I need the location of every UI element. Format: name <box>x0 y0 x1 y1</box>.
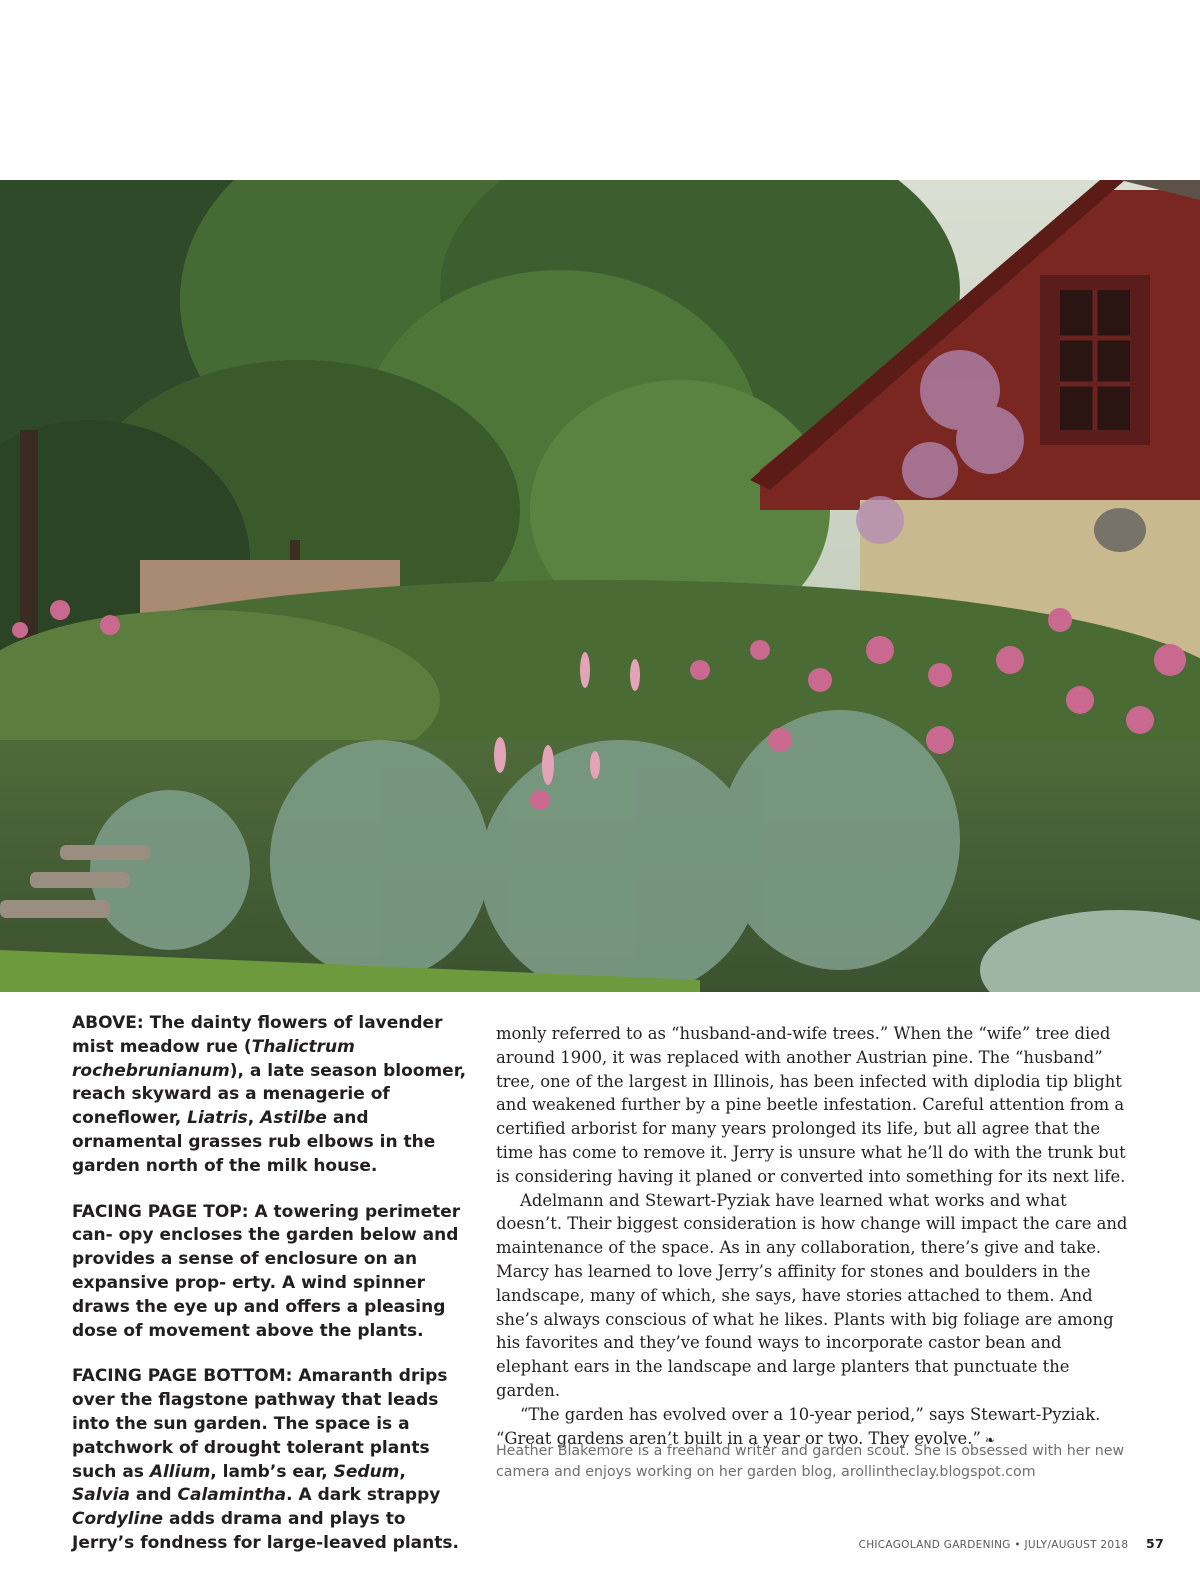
article-paragraph: monly referred to as “husband-and-wife trees.” When the “wife” tree died around 1900, it was replaced with another Austrian pine. The “husband” tree, one of the largest in Illinois, has been infected with diplodia tip blight and weakened further by a pine beetle infestation. Careful attention from a certified arborist for many years prolonged its life, but all agree that the time has come to remove it. Jerry is unsure what he’ll do with the trunk but is considering having it planed or converted into something for its next life. <box>496 1024 1126 1186</box>
garden-photo <box>0 180 1200 992</box>
page-footer <box>760 1536 1164 1551</box>
article-body <box>496 1022 1136 1452</box>
leaf-endmark-icon: ❧ <box>984 1432 995 1447</box>
author-bio: Heather Blakemore is a freehand writer and garden scout. She is obsessed with her new camera and enjoys working on her garden blog, arollintheclay.blogspot.com <box>496 1443 1125 1480</box>
issue-date: JULY/AUGUST 2018 <box>1024 1539 1129 1551</box>
caption-facing-page-bottom: FACING PAGE BOTTOM: Amaranth drips over the flagstone pathway that leads into the sun garden. The space is a patchwork of drought tolerant plants such as Allium, lamb’s ear, Sedum, Salvia and Calamintha. A dark strappy Cordyline adds drama and plays to Jerry’s fondness for large-leaved plants. <box>72 1366 459 1553</box>
caption-above: ABOVE: The dainty flowers of lavender mist meadow rue (Thalictrum rochebrunianum), a late season bloomer, reach skyward as a menagerie of coneflower, Liatris, Astilbe and ornamental grasses rub elbows in the garden north of the milk house. <box>72 1013 467 1176</box>
article-paragraph: Adelmann and Stewart-Pyziak have learned what works and what doesn’t. Their biggest consideration is how change will impact the care and maintenance of the space. As in any collaboration, there’s give and take. Marcy has learned to love Jerry’s affinity for stones and boulders in the landscape, many of which, she says, have stories attached to them. And she’s always conscious of what he likes. Plants with big foliage are among his favorites and they’ve found ways to incorporate castor bean and elephant ears in the landscape and large planters that punctuate the garden. <box>496 1190 1128 1400</box>
footer-separator: • <box>1014 1539 1021 1551</box>
caption-facing-page-top: FACING PAGE TOP: A towering perimeter can- opy encloses the garden below and provides a sense of enclosure on an expansive prop- erty. A wind spinner draws the eye up and offers a pleasing dose of movement above the plants. <box>72 1201 461 1341</box>
publication-name: CHICAGOLAND GARDENING <box>858 1539 1011 1551</box>
article-paragraph-final: “The garden has evolved over a 10-year period,” says Stewart-Pyziak. “Great gardens aren’t built in a year or two. They evolve.” ❧ <box>496 1404 1101 1448</box>
caption-column <box>72 1012 468 1578</box>
page-number: 57 <box>1146 1536 1164 1551</box>
